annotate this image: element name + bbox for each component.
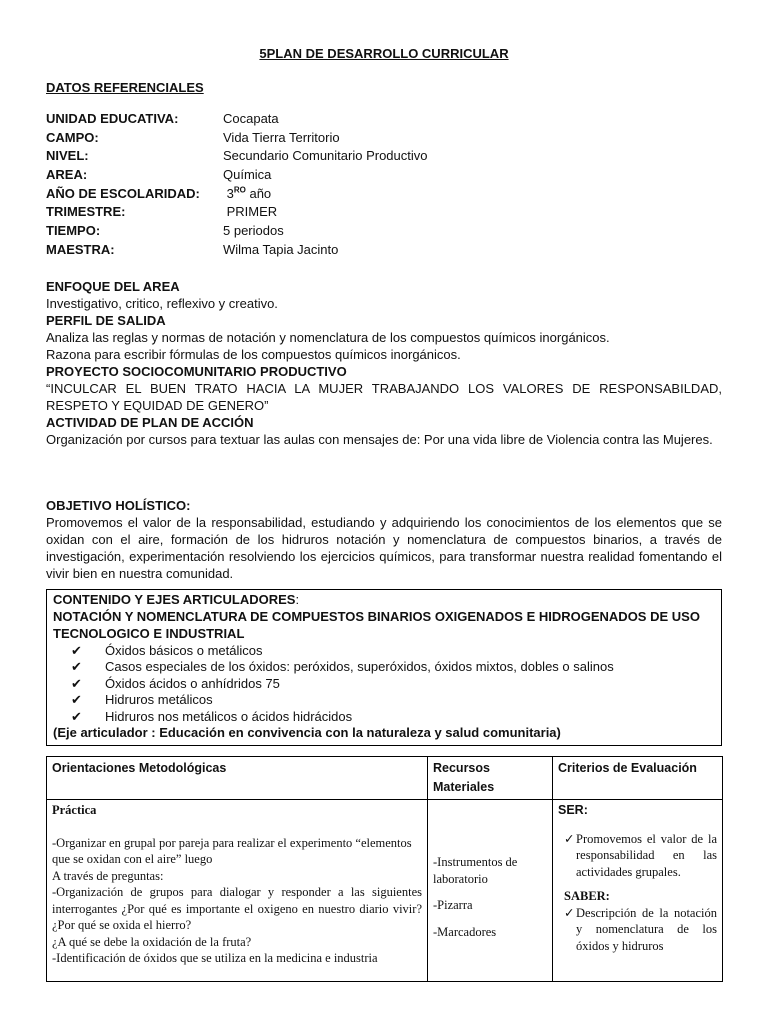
actividad-heading: ACTIVIDAD DE PLAN DE ACCIÓN <box>46 415 254 430</box>
orientaciones-cell <box>47 800 428 982</box>
criterios-cell <box>553 800 723 982</box>
checkmark-icon: ✔ <box>71 708 82 724</box>
perfil-line: Analiza las reglas y normas de notación y nomenclatura de los compuestos químicos inorgánicos. <box>46 330 610 345</box>
info-row-unidad <box>46 110 428 129</box>
ser-list <box>558 831 717 881</box>
recurso-item: -Marcadores <box>433 924 497 939</box>
list-item <box>71 708 715 724</box>
trimestre-value: PRIMER <box>226 204 278 220</box>
header-orientaciones: Orientaciones Metodológicas <box>47 757 428 800</box>
orientacion-line: ¿A qué se debe la oxidación de la fruta? <box>52 934 252 949</box>
list-item-text: Óxidos ácidos o anhídridos 75 <box>105 675 280 691</box>
contenido-heading-line <box>53 591 715 608</box>
list-item <box>71 691 715 707</box>
perfil-heading: PERFIL DE SALIDA <box>46 313 166 328</box>
recurso-item: -Pizarra <box>433 898 473 912</box>
ser-item-text: Promovemos el valor de la responsabilidad en las actividades grupales. <box>576 831 717 879</box>
contenido-cell <box>47 590 722 746</box>
enfoque-section <box>46 278 722 448</box>
info-value: Secundario Comunitario Productivo <box>223 148 428 164</box>
checkmark-icon: ✔ <box>71 643 82 658</box>
info-row-tiempo <box>46 222 428 241</box>
actividad-text: Organización por cursos para textuar las aulas con mensajes de: Por una vida libre de Violencia contra las Mujeres. <box>46 432 713 447</box>
anio-number: 3 <box>226 185 234 201</box>
orientacion-line: -Identificación de óxidos que se utiliza en la medicina e industria <box>52 951 378 965</box>
header-recursos: Recursos Materiales <box>428 757 553 800</box>
checkmark-icon: ✔ <box>71 659 82 675</box>
info-row-trimestre <box>46 203 428 222</box>
list-item-text: Hidruros nos metálicos o ácidos hidrácidos <box>105 708 353 724</box>
orientacion-line: -Organización de grupos para dialogar y responder a las siguientes interrogantes ¿Por qué es importante el oxigeno en nuestro diario vivir? ¿Por qué se oxida el hierro? <box>52 885 422 932</box>
info-label: AREA: <box>46 167 88 183</box>
info-row-nivel <box>46 147 428 166</box>
checkmark-icon: ✔ <box>71 675 82 691</box>
checkmark-icon: ✔ <box>71 692 82 708</box>
eje-articulador: (Eje articulador : Educación en convivencia con la naturaleza y salud comunitaria) <box>53 724 561 740</box>
info-value: Química <box>223 167 272 183</box>
anio-word: año <box>245 185 272 201</box>
info-value: Vida Tierra Territorio <box>223 129 340 145</box>
table-row <box>47 800 723 982</box>
orientacion-line: -Organizar en grupal por pareja para realizar el experimento “elementos que se oxidan con el aire” luego <box>52 835 412 866</box>
info-table <box>46 110 428 260</box>
objetivo-heading: OBJETIVO HOLÍSTICO: <box>46 498 191 513</box>
practica-label: Práctica <box>52 803 97 817</box>
list-item <box>71 642 715 658</box>
contenido-heading-colon: : <box>295 592 300 607</box>
info-row-campo <box>46 129 428 148</box>
recursos-cell <box>428 800 553 982</box>
info-label: TIEMPO: <box>46 223 101 239</box>
list-item <box>564 831 717 881</box>
info-row-maestra <box>46 241 428 260</box>
checkmark-icon: ✓ <box>564 831 575 846</box>
contenido-heading: CONTENIDO Y EJES ARTICULADORES <box>53 592 296 607</box>
list-item <box>564 905 717 955</box>
info-value: Wilma Tapia Jacinto <box>223 241 339 257</box>
info-value: Cocapata <box>223 111 279 126</box>
list-item <box>71 658 715 674</box>
proyecto-text: “INCULCAR EL BUEN TRATO HACIA LA MUJER TRABAJANDO LOS VALORES DE RESPONSABILDAD, RESPETO Y EQUIDAD DE GENERO” <box>46 381 722 413</box>
enfoque-heading: ENFOQUE DEL AREA <box>46 279 180 294</box>
header-criterios: Criterios de Evaluación <box>553 757 723 800</box>
info-label: AÑO DE ESCOLARIDAD: <box>46 185 200 201</box>
info-label: UNIDAD EDUCATIVA: <box>46 111 179 126</box>
saber-item-text: Descripción de la notación y nomenclatura de los óxidos y hidruros <box>576 905 717 953</box>
recurso-item: -Instrumentos de laboratorio <box>433 855 518 886</box>
contenido-subheading: NOTACIÓN Y NOMENCLATURA DE COMPUESTOS BINARIOS OXIGENADOS E HIDROGENADOS DE USO TECNOLOGICO E INDUSTRIAL <box>53 609 700 641</box>
info-label: CAMPO: <box>46 129 99 145</box>
checkmark-icon: ✓ <box>564 905 575 920</box>
enfoque-text: Investigativo, critico, reflexivo y creativo. <box>46 296 278 311</box>
objetivo-section <box>46 497 722 582</box>
saber-list <box>558 905 717 955</box>
info-label: TRIMESTRE: <box>46 204 126 220</box>
proyecto-heading: PROYECTO SOCIOCOMUNITARIO PRODUCTIVO <box>46 364 347 379</box>
contenido-list <box>53 642 715 724</box>
list-item-text: Hidruros metálicos <box>105 692 213 708</box>
datos-referenciales-heading: DATOS REFERENCIALES <box>46 80 204 95</box>
info-label: MAESTRA: <box>46 241 115 257</box>
info-label: NIVEL: <box>46 148 89 164</box>
list-item <box>71 675 715 691</box>
info-row-anio <box>46 185 428 204</box>
methodology-table <box>46 756 723 982</box>
objetivo-text: Promovemos el valor de la responsabilidad, estudiando y adquiriendo los conocimientos de los elementos que se oxidan con el aire, formación de los hidruros notación y nomenclatura de compuestos binarios, a través de investigación, experimentación resolviendo los ejercicios químicos, para transformar nuestra realidad fomentando el vivir bien en nuestra comunidad. <box>46 515 722 581</box>
list-item-text: Casos especiales de los óxidos: peróxidos, superóxidos, óxidos mixtos, dobles o salinos <box>105 659 614 675</box>
contenido-box <box>46 589 722 746</box>
document-title: 5PLAN DE DESARROLLO CURRICULAR <box>259 46 509 61</box>
anio-ordinal: RO <box>233 185 246 195</box>
orientacion-line: A través de preguntas: <box>52 868 164 883</box>
info-value: 5 periodos <box>223 223 284 239</box>
info-value <box>223 185 271 204</box>
info-row-area <box>46 166 428 185</box>
ser-label: SER: <box>558 803 588 817</box>
table-header-row <box>47 757 723 800</box>
saber-label: SABER: <box>564 889 610 903</box>
info-value <box>223 203 277 222</box>
list-item-text: Óxidos básicos o metálicos <box>105 643 263 658</box>
perfil-line: Razona para escribir fórmulas de los compuestos químicos inorgánicos. <box>46 347 461 362</box>
